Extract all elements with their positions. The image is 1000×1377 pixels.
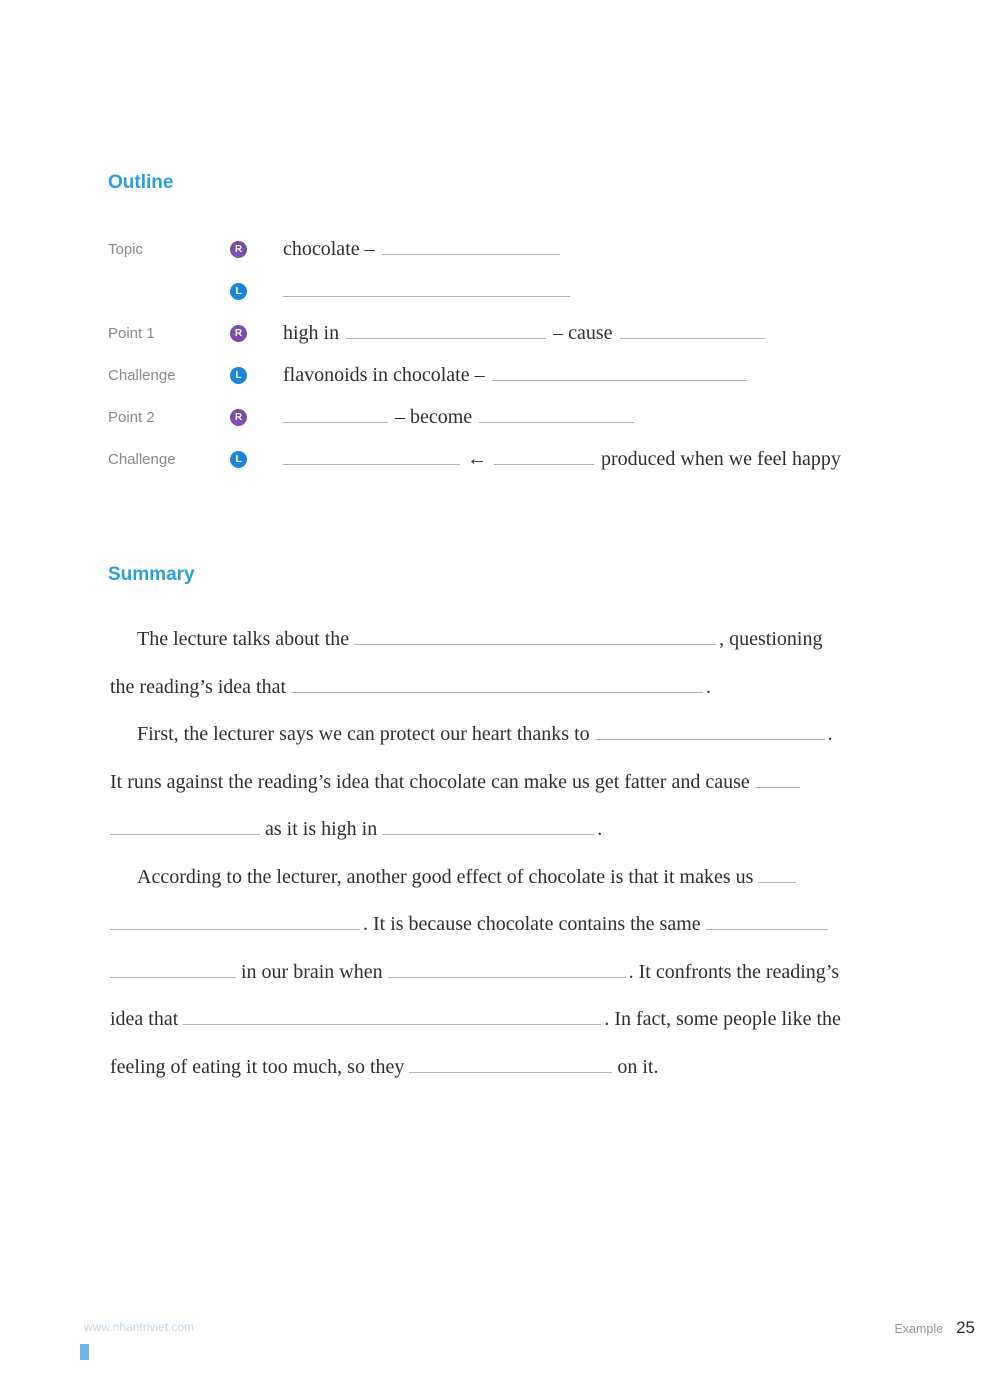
fill-blank xyxy=(291,678,703,693)
listening-badge-icon: L xyxy=(230,367,247,384)
summary-heading: Summary xyxy=(108,564,195,585)
reading-badge-icon: R xyxy=(230,241,247,258)
listening-badge-icon: L xyxy=(230,283,247,300)
summary-text-segment: . xyxy=(706,675,712,698)
summary-text-segment: as it is high in xyxy=(265,818,378,840)
summary-text-segment: in our brain when xyxy=(241,960,383,983)
fill-blank xyxy=(382,820,594,835)
outline-row-challenge2 xyxy=(108,438,908,480)
fill-blank xyxy=(758,868,796,883)
summary-line xyxy=(110,759,900,807)
fill-blank xyxy=(110,915,360,930)
fill-blank xyxy=(283,450,460,465)
page-edge-mark xyxy=(80,1344,89,1360)
summary-text-segment: The lecture talks about the xyxy=(137,628,350,650)
summary-line xyxy=(110,616,900,664)
fill-blank xyxy=(409,1058,612,1073)
summary-text-segment: idea that xyxy=(110,1008,179,1030)
fill-blank xyxy=(183,1010,601,1025)
fill-blank xyxy=(595,725,825,740)
summary-text-segment: According to the lecturer, another good effect of chocolate is that it makes us xyxy=(137,865,754,888)
outline-text-segment: flavonoids in chocolate – xyxy=(283,364,485,386)
outline-row-label: Point 1 xyxy=(108,324,155,342)
fill-blank xyxy=(346,324,546,339)
outline-row-label: Point 2 xyxy=(108,408,155,426)
summary-line xyxy=(110,1044,900,1092)
outline-row-label: Challenge xyxy=(108,450,176,468)
outline-row-challenge1 xyxy=(108,354,908,396)
fill-blank xyxy=(283,408,388,423)
outline-text-segment: produced when we feel happy xyxy=(601,448,841,470)
page-footer xyxy=(894,1318,975,1338)
summary-text-segment: . It confronts the reading’s xyxy=(628,960,840,983)
summary-text-segment: , questioning xyxy=(719,628,823,650)
outline-text-segment: – cause xyxy=(553,322,613,344)
fill-blank xyxy=(110,820,260,835)
summary-line xyxy=(110,806,900,854)
outline-text-segment: – become xyxy=(395,406,473,428)
fill-blank xyxy=(620,324,765,339)
fill-blank xyxy=(388,963,626,978)
outline-text-segment: ← xyxy=(467,448,487,470)
summary-line xyxy=(110,996,900,1044)
summary-text-segment: . xyxy=(827,723,833,745)
summary-line xyxy=(110,854,900,902)
outline-row-label: Challenge xyxy=(108,366,176,384)
summary-line xyxy=(110,711,900,759)
publisher-watermark: www.nhantriviet.com xyxy=(84,1320,195,1334)
reading-badge-icon: R xyxy=(230,325,247,342)
outline-heading: Outline xyxy=(108,172,174,193)
fill-blank xyxy=(382,240,560,255)
fill-blank xyxy=(755,773,800,788)
outline-row-topic-listening xyxy=(108,270,908,312)
summary-text-segment: It runs against the reading’s idea that chocolate can make us get fatter and cause xyxy=(110,770,750,793)
fill-blank xyxy=(283,282,570,297)
summary-text-segment: . It is because chocolate contains the same xyxy=(363,913,701,935)
summary-text-segment: feeling of eating it too much, so they xyxy=(110,1055,405,1078)
outline-row-point1 xyxy=(108,312,908,354)
fill-blank xyxy=(354,630,716,645)
fill-blank xyxy=(479,408,634,423)
summary-body xyxy=(110,616,900,1091)
outline-row-point2 xyxy=(108,396,908,438)
outline-text-segment: high in xyxy=(283,322,340,344)
page-number: 25 xyxy=(956,1318,975,1337)
listening-badge-icon: L xyxy=(230,451,247,468)
summary-line xyxy=(110,664,900,712)
example-label: Example xyxy=(894,1322,944,1336)
summary-text-segment: on it. xyxy=(617,1055,659,1078)
summary-text-segment: the reading’s idea that xyxy=(110,675,287,698)
outline-row-label: Topic xyxy=(108,240,144,258)
fill-blank xyxy=(492,366,747,381)
fill-blank xyxy=(110,963,236,978)
summary-text-segment: . In fact, some people like the xyxy=(604,1008,841,1030)
summary-line xyxy=(110,949,900,997)
outline-row-topic xyxy=(108,228,908,270)
summary-text-segment: First, the lecturer says we can protect our heart thanks to xyxy=(137,723,590,745)
outline-text-segment: chocolate – xyxy=(283,238,375,260)
outline-table xyxy=(108,228,908,480)
summary-line xyxy=(110,901,900,949)
summary-text-segment: . xyxy=(597,818,603,840)
reading-badge-icon: R xyxy=(230,409,247,426)
fill-blank xyxy=(494,450,594,465)
fill-blank xyxy=(706,915,828,930)
